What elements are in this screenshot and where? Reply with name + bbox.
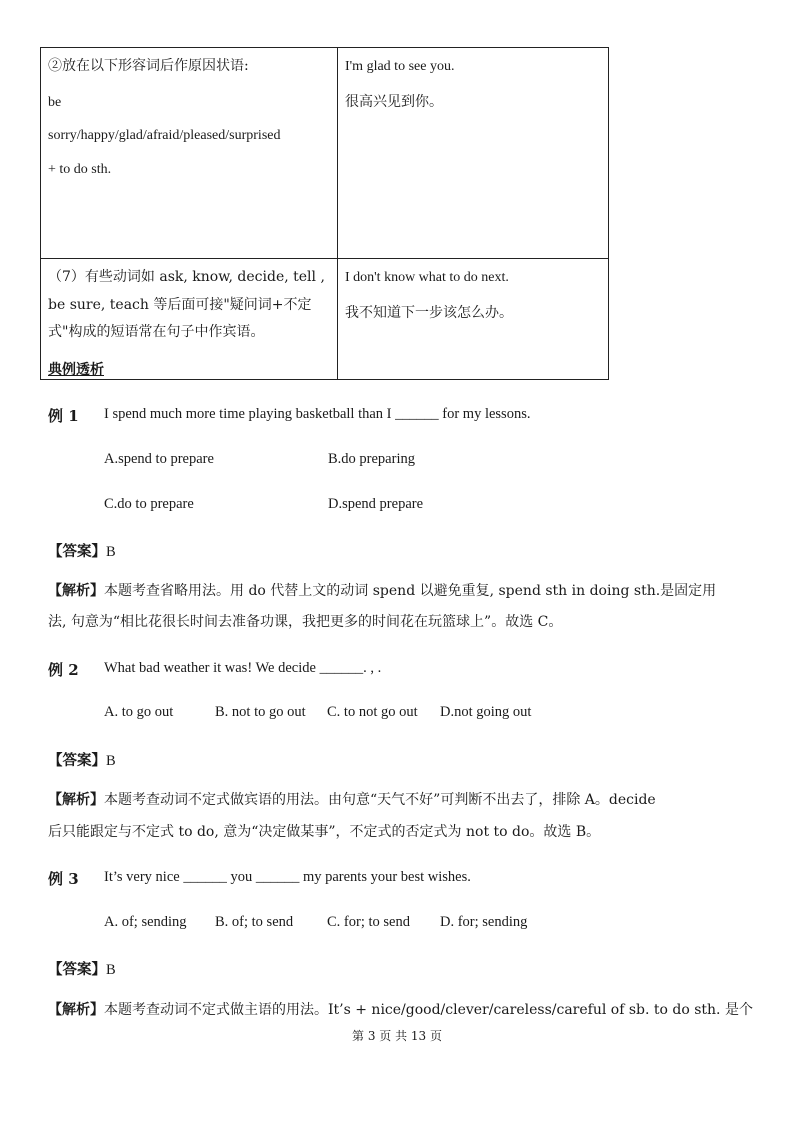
page-footer: 第 3 页 共 13 页 [352, 1029, 442, 1043]
analysis-text: 本题考查动词不定式做宾语的用法。由句意“天气不好”可判断不出去了，排除 A。decide [104, 792, 656, 808]
example-question-row [48, 868, 79, 889]
analysis-text: 本题考查动词不定式做主语的用法。It’s + nice/good/clever/careless/careful of sb. to do sth. 是个 [104, 1002, 753, 1018]
analysis-text: 本题考查省略用法。用 do 代替上文的动词 spend 以避免重复, spend sth in doing sth.是固定用 [104, 583, 717, 599]
rule-text: be sure, teach 等后面可接"疑问词+不定 [48, 296, 312, 313]
answer-value: B [106, 753, 116, 769]
option-d: D.not going out [440, 704, 532, 720]
option-b: B.do preparing [328, 451, 415, 467]
grammar-table [40, 47, 609, 380]
analysis-text: 后只能跟定与不定式 to do, 意为“决定做某事”，不定式的否定式为 not to do。故选 B。 [48, 824, 601, 840]
option-b: B. of; to send [215, 914, 294, 930]
option-c: C.do to prepare [104, 496, 194, 512]
answer-line [48, 749, 116, 770]
rule-text: be [48, 94, 62, 110]
option-c: C. to not go out [327, 704, 418, 720]
rule-text: ②放在以下形容词后作原因状语: [48, 58, 249, 74]
answer-value: B [106, 544, 116, 560]
table-cell-example [338, 259, 609, 380]
example-question: It’s very nice ______ you ______ my parents your best wishes. [104, 869, 471, 885]
analysis-line [48, 1003, 753, 1017]
option-b: B. not to go out [215, 704, 306, 720]
example-sentence: I don't know what to do next. [345, 270, 509, 285]
answer-line [48, 540, 116, 561]
analysis-label: 【解析】 [48, 792, 104, 808]
analysis-line [48, 584, 716, 598]
table-cell-example [338, 48, 609, 259]
table-row [41, 48, 609, 259]
example-question-row [48, 405, 79, 426]
analysis-text: 法, 句意为“相比花很长时间去准备功课，我把更多的时间花在玩篮球上”。故选 C。 [48, 614, 563, 630]
example-translation: 很高兴见到你。 [345, 93, 443, 110]
analysis-label: 【解析】 [48, 583, 104, 599]
example-question-row [48, 659, 79, 680]
option-d: D. for; sending [440, 914, 528, 930]
example-label: 例 1 [48, 407, 79, 425]
example-question: I spend much more time playing basketball than I ______ for my lessons. [104, 406, 531, 422]
analysis-line [48, 793, 656, 807]
rule-text: + to do sth. [48, 162, 112, 178]
table-cell-rule [41, 48, 338, 259]
example-label: 例 2 [48, 661, 79, 679]
option-d: D.spend prepare [328, 496, 424, 512]
section-heading: 典例透析 [48, 362, 104, 378]
answer-label: 【答案】 [48, 961, 106, 978]
example-question: What bad weather it was! We decide ______. , . [104, 660, 382, 676]
example-sentence: I'm glad to see you. [345, 59, 455, 74]
rule-text: 式"构成的短语常在句子中作宾语。 [48, 324, 265, 341]
example-translation: 我不知道下一步该怎么办。 [345, 304, 513, 321]
option-a: A. to go out [104, 704, 174, 720]
option-c: C. for; to send [327, 914, 410, 930]
example-label: 例 3 [48, 870, 79, 888]
answer-line [48, 958, 116, 979]
option-a: A. of; sending [104, 914, 187, 930]
answer-label: 【答案】 [48, 752, 106, 769]
answer-value: B [106, 962, 116, 978]
rule-text: sorry/happy/glad/afraid/pleased/surprised [48, 128, 281, 144]
rule-text: （7）有些动词如 ask, know, decide, tell , [48, 269, 325, 285]
analysis-label: 【解析】 [48, 1002, 104, 1018]
answer-label: 【答案】 [48, 543, 106, 560]
table-row [41, 259, 609, 380]
option-a: A.spend to prepare [104, 451, 214, 467]
